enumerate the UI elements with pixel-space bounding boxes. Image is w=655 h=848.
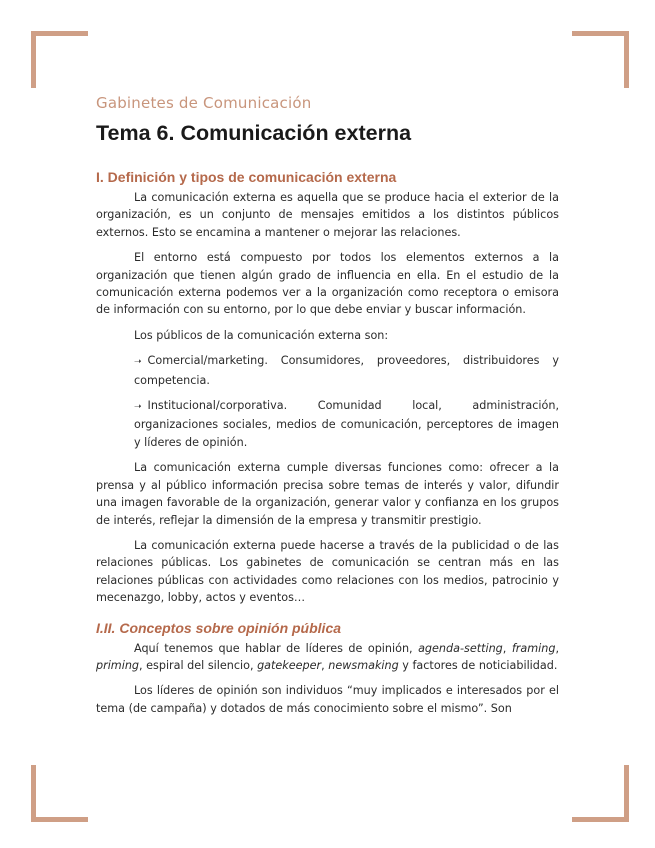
corner-bracket-bottom-left [31,765,88,822]
corner-bracket-bottom-right [572,765,629,822]
term-framing: framing [511,641,556,655]
running-header: Gabinetes de Comunicación [96,94,312,112]
page-content [96,92,559,725]
term-agenda-setting: agenda-setting [418,641,503,655]
list-item-text: Institucional/corporativa. Comunidad local, administración, organizaciones sociales, medios de comunicación, perceptores de imagen y líderes de opinión. [134,399,559,449]
corner-bracket-top-left [31,31,88,88]
list-item [96,397,559,451]
list-intro: Los públicos de la comunicación externa son: [134,328,389,342]
paragraph: Los líderes de opinión son individuos “muy implicados e interesados por el tema (de campaña) y dotados de más conocimiento sobre el mismo”. Son [96,684,559,715]
paragraph: El entorno está compuesto por todos los elementos externos a la organización que tienen algún grado de influencia en ella. En el estudio de la comunicación externa podemos ver a la organización como receptora o emisora de información con su entorno, por lo que debe enviar y buscar información. [96,251,559,317]
corner-bracket-top-right [572,31,629,88]
term-priming: priming [96,658,140,672]
subsection-heading: I.II. Conceptos sobre opinión pública [96,619,342,636]
list-item-text: Comercial/marketing. Consumidores, proveedores, distribuidores y competencia. [134,354,559,387]
term-newsmaking: newsmaking [328,658,399,672]
arrow-icon: ➝ [134,357,142,368]
page-title: Tema 6. Comunicación externa [96,121,412,145]
section-heading: I. Definición y tipos de comunicación externa [96,169,397,185]
paragraph: Aquí tenemos que hablar de líderes de opinión, agenda-setting, framing, priming, espiral del silencio, gatekeeper, newsmaking y factores de noticiabilidad. [96,641,559,672]
term-gatekeeper: gatekeeper [257,658,322,672]
paragraph: La comunicación externa es aquella que se produce hacia el exterior de la organización, es un conjunto de mensajes emitidos a los distintos públicos externos. Esto se encamina a mantener o mejorar las relaciones. [96,191,559,239]
paragraph: La comunicación externa puede hacerse a través de la publicidad o de las relaciones públicas. Los gabinetes de comunicación se centran más en las relaciones públicas con actividades como relaciones con los medios, patrocinio y mecenazgo, lobby, actos y eventos… [96,538,559,605]
paragraph: La comunicación externa cumple diversas funciones como: ofrecer a la prensa y al público información precisa sobre temas de interés y valor, difundir una imagen favorable de la organización, generar valor y confianza en los grupos de interés, reflejar la dimensión de la empresa y transmitir prestigio. [96,461,559,527]
arrow-icon: ➝ [134,402,142,413]
list-item [96,352,559,389]
